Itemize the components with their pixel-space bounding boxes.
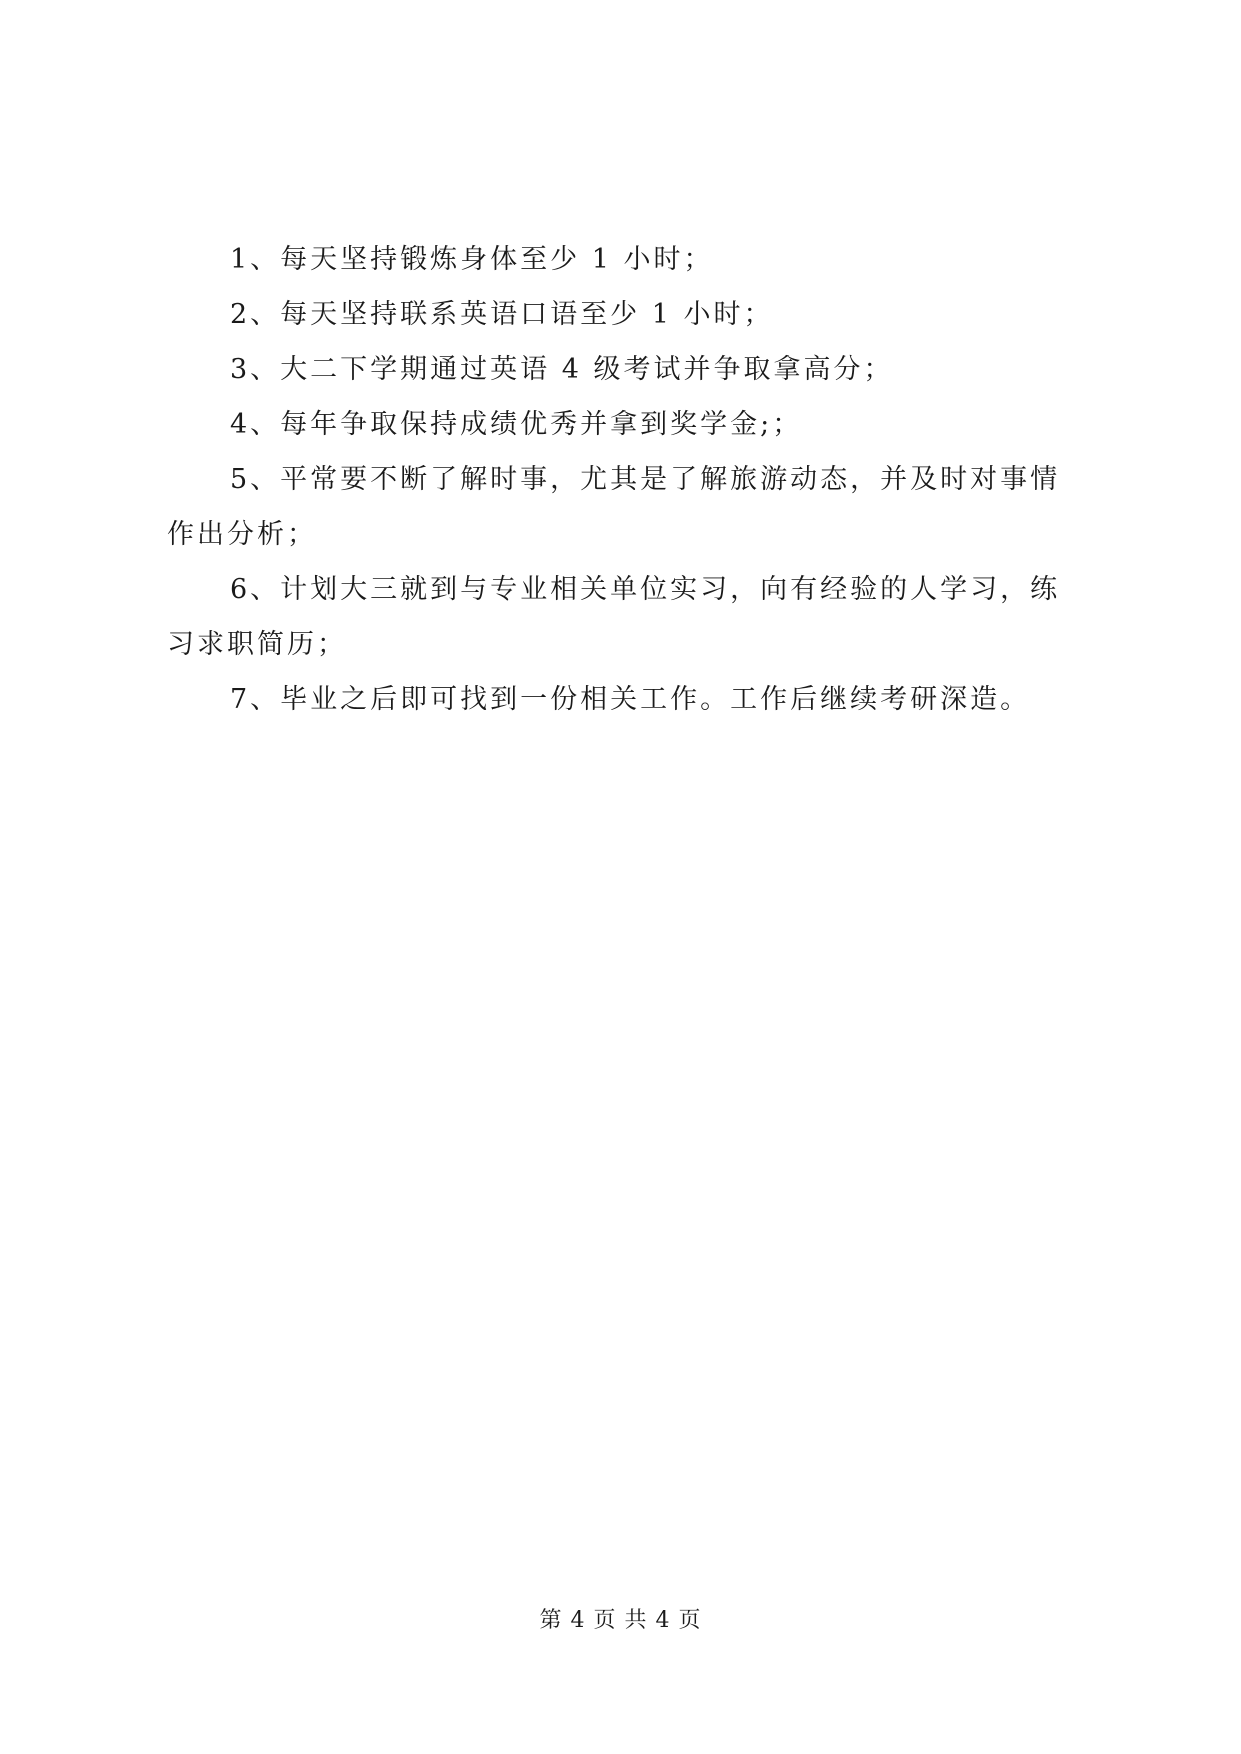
list-item: 1、每天坚持锻炼身体至少 1 小时；	[230, 244, 714, 275]
list-item: 4、每年争取保持成绩优秀并拿到奖学金;；	[230, 409, 803, 440]
list-item: 5、平常要不断了解时事，尤其是了解旅游动态，并及时对事情作出分析；	[167, 464, 1061, 550]
list-item: 2、每天坚持联系英语口语至少 1 小时；	[230, 299, 774, 330]
list-item: 3、大二下学期通过英语 4 级考试并争取拿高分；	[230, 354, 894, 385]
page-number-footer: 第 4 页 共 4 页	[539, 1608, 702, 1633]
list-item: 7、毕业之后即可找到一份相关工作。工作后继续考研深造。	[230, 684, 1031, 715]
list-item: 6、计划大三就到与专业相关单位实习，向有经验的人学习，练习求职简历；	[167, 574, 1061, 660]
document-body	[167, 232, 1089, 727]
